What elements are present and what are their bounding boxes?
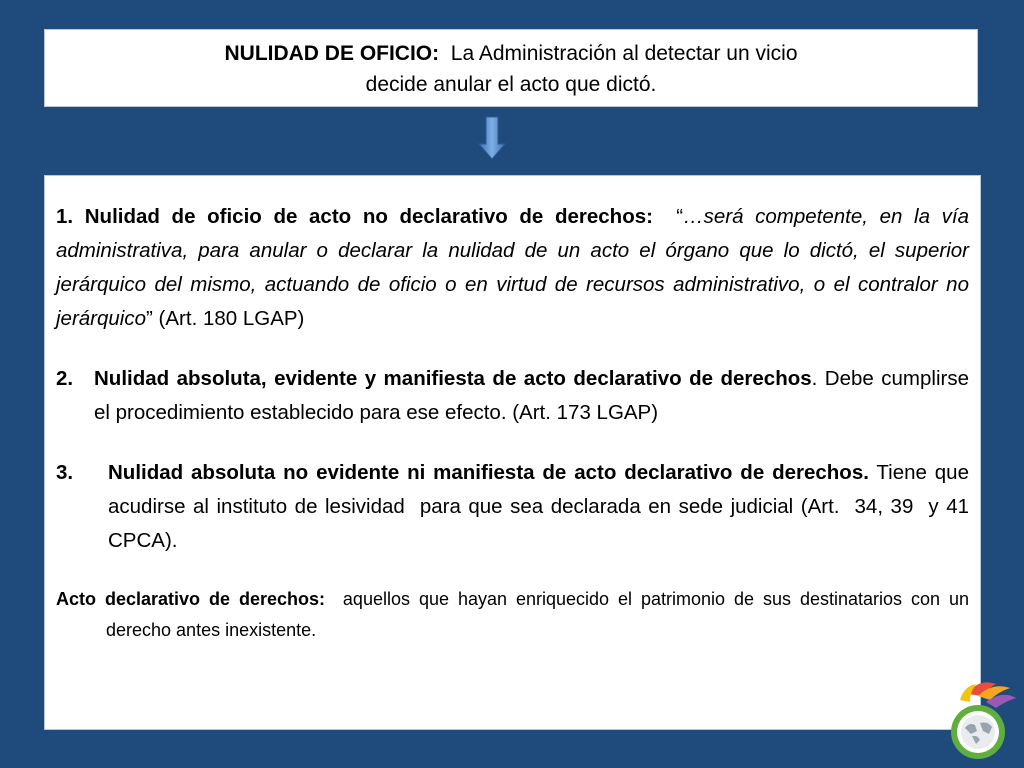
title-bold: NULIDAD DE OFICIO: — [224, 42, 440, 65]
item-1-heading: 1. Nulidad de oficio de acto no declarativo de derechos: — [56, 205, 653, 228]
title-box — [44, 29, 978, 107]
item-2-text: . Debe cumplirse el procedimiento establecido para ese efecto. (Art. 173 LGAP) — [94, 367, 969, 424]
definition-text: aquellos que hayan enriquecido el patrimonio de sus destinatarios con un derecho antes inexistente. — [106, 589, 975, 640]
content-box — [44, 175, 981, 730]
item-1 — [56, 200, 969, 336]
definition — [56, 584, 975, 646]
item-3-heading: Nulidad absoluta no evidente ni manifiesta de acto declarativo de derechos. — [108, 461, 869, 484]
title-line-1 — [45, 38, 977, 69]
item-3-body — [108, 456, 975, 558]
item-2-body — [94, 362, 969, 430]
item-2 — [56, 362, 969, 430]
item-3-text: Tiene que acudirse al instituto de lesividad para que sea declarada en sede judicial (Art. 34, 39 y 41 CPCA). — [108, 461, 975, 552]
item-2-heading: Nulidad absoluta, evidente y manifiesta de acto declarativo de derechos — [94, 367, 812, 390]
item-3-number: 3. — [56, 461, 74, 484]
item-2-number: 2. — [56, 367, 74, 390]
title-text: La Administración al detectar un vicio — [439, 42, 798, 65]
item-1-reference: ” (Art. 180 LGAP) — [146, 307, 305, 330]
title-line-2: decide anular el acto que dictó. — [365, 73, 657, 96]
item-1-quote: …será competente, en la vía administrativa, para anular o declarar la nulidad de un acto el órgano que lo dictó, el superior jerárquico del mismo, actuando de oficio o en virtud de recursos administrativo, o el contralor no jerárquico — [56, 205, 970, 330]
definition-term: Acto declarativo de derechos: — [56, 589, 325, 609]
item-1-quote-open: “ — [652, 205, 684, 228]
item-3 — [56, 456, 975, 558]
down-arrow-icon — [478, 116, 506, 160]
world-map-logo-icon — [938, 676, 1018, 762]
